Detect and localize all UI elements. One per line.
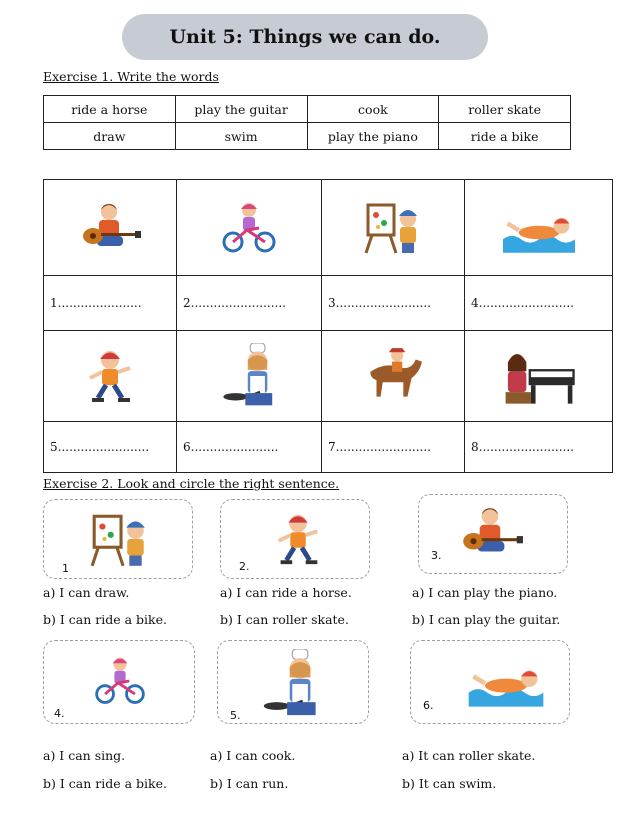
option-a[interactable]: a) I can draw. xyxy=(43,585,130,600)
item-number: 3. xyxy=(431,549,442,562)
answer-cell[interactable] xyxy=(44,276,177,331)
item-number: 4. xyxy=(54,707,65,720)
answer-cell[interactable] xyxy=(177,276,322,331)
option-b[interactable]: b) I can roller skate. xyxy=(220,612,349,627)
word-bank-table xyxy=(43,95,571,150)
answer-blank: 8......................... xyxy=(471,440,574,454)
answer-cell[interactable] xyxy=(322,276,465,331)
picture-cell xyxy=(465,331,612,422)
answer-blank: 3......................... xyxy=(328,296,431,310)
exercise-card-1 xyxy=(43,499,193,579)
girl-bike-icon xyxy=(92,651,148,711)
answer-blank: 1...................... xyxy=(50,296,142,310)
picture-cell xyxy=(44,331,177,422)
exercise-card-2 xyxy=(220,499,370,579)
exercise2-heading: Exercise 2. Look and circle the right sentence. xyxy=(43,476,340,491)
option-b[interactable]: b) It can swim. xyxy=(402,776,497,791)
cook-woman-icon xyxy=(217,343,281,409)
option-a[interactable]: a) I can cook. xyxy=(210,748,296,763)
item-number: 1 xyxy=(62,562,69,575)
cook-woman-icon xyxy=(258,649,324,719)
piano-player-icon xyxy=(501,343,577,409)
answer-cell[interactable] xyxy=(465,276,612,331)
page-title: Unit 5: Things we can do. xyxy=(122,14,488,60)
word-cell: swim xyxy=(175,123,307,150)
guitar-boy-icon xyxy=(457,503,525,563)
option-b[interactable]: b) I can run. xyxy=(210,776,289,791)
answer-blank: 6....................... xyxy=(183,440,279,454)
option-a[interactable]: a) It can roller skate. xyxy=(402,748,536,763)
answer-cell[interactable] xyxy=(465,422,612,472)
word-cell: ride a horse xyxy=(44,96,176,123)
horse-rider-icon xyxy=(360,341,426,411)
option-a[interactable]: a) I can ride a horse. xyxy=(220,585,352,600)
girl-bike-icon xyxy=(219,200,279,256)
item-number: 6. xyxy=(423,699,434,712)
word-cell: draw xyxy=(44,123,176,150)
word-cell: ride a bike xyxy=(439,123,571,150)
answer-blank: 7......................... xyxy=(328,440,431,454)
word-cell: roller skate xyxy=(439,96,571,123)
option-b[interactable]: b) I can ride a bike. xyxy=(43,776,167,791)
option-b[interactable]: b) I can play the guitar. xyxy=(412,612,561,627)
roller-skater-icon xyxy=(269,506,327,572)
answer-blank: 5........................ xyxy=(50,440,150,454)
picture-cell xyxy=(322,180,465,276)
roller-skater-icon xyxy=(80,345,140,407)
picture-grid xyxy=(43,179,613,473)
word-cell: cook xyxy=(307,96,439,123)
answer-cell[interactable] xyxy=(322,422,465,472)
exercise-card-6 xyxy=(410,640,570,724)
exercise-card-3 xyxy=(418,494,568,574)
table-row xyxy=(44,123,571,150)
picture-cell xyxy=(322,331,465,422)
option-a[interactable]: a) I can play the piano. xyxy=(412,585,558,600)
picture-cell xyxy=(177,180,322,276)
table-row xyxy=(44,96,571,123)
answer-cell[interactable] xyxy=(177,422,322,472)
painter-boy-icon xyxy=(88,506,152,574)
word-cell: play the guitar xyxy=(175,96,307,123)
option-a[interactable]: a) I can sing. xyxy=(43,748,126,763)
painter-boy-icon xyxy=(362,197,424,259)
swimmer-icon xyxy=(463,653,549,709)
answer-blank: 2......................... xyxy=(183,296,286,310)
word-cell: play the piano xyxy=(307,123,439,150)
picture-cell xyxy=(465,180,612,276)
item-number: 5. xyxy=(230,709,241,722)
exercise-card-5 xyxy=(217,640,369,724)
option-b[interactable]: b) I can ride a bike. xyxy=(43,612,167,627)
exercise1-heading: Exercise 1. Write the words xyxy=(43,69,219,84)
answer-blank: 4......................... xyxy=(471,296,574,310)
item-number: 2. xyxy=(239,560,250,573)
answer-cell[interactable] xyxy=(44,422,177,472)
swimmer-icon xyxy=(499,201,579,255)
picture-cell xyxy=(44,180,177,276)
guitar-boy-icon xyxy=(77,200,143,256)
picture-cell xyxy=(177,331,322,422)
exercise-card-4 xyxy=(43,640,195,724)
